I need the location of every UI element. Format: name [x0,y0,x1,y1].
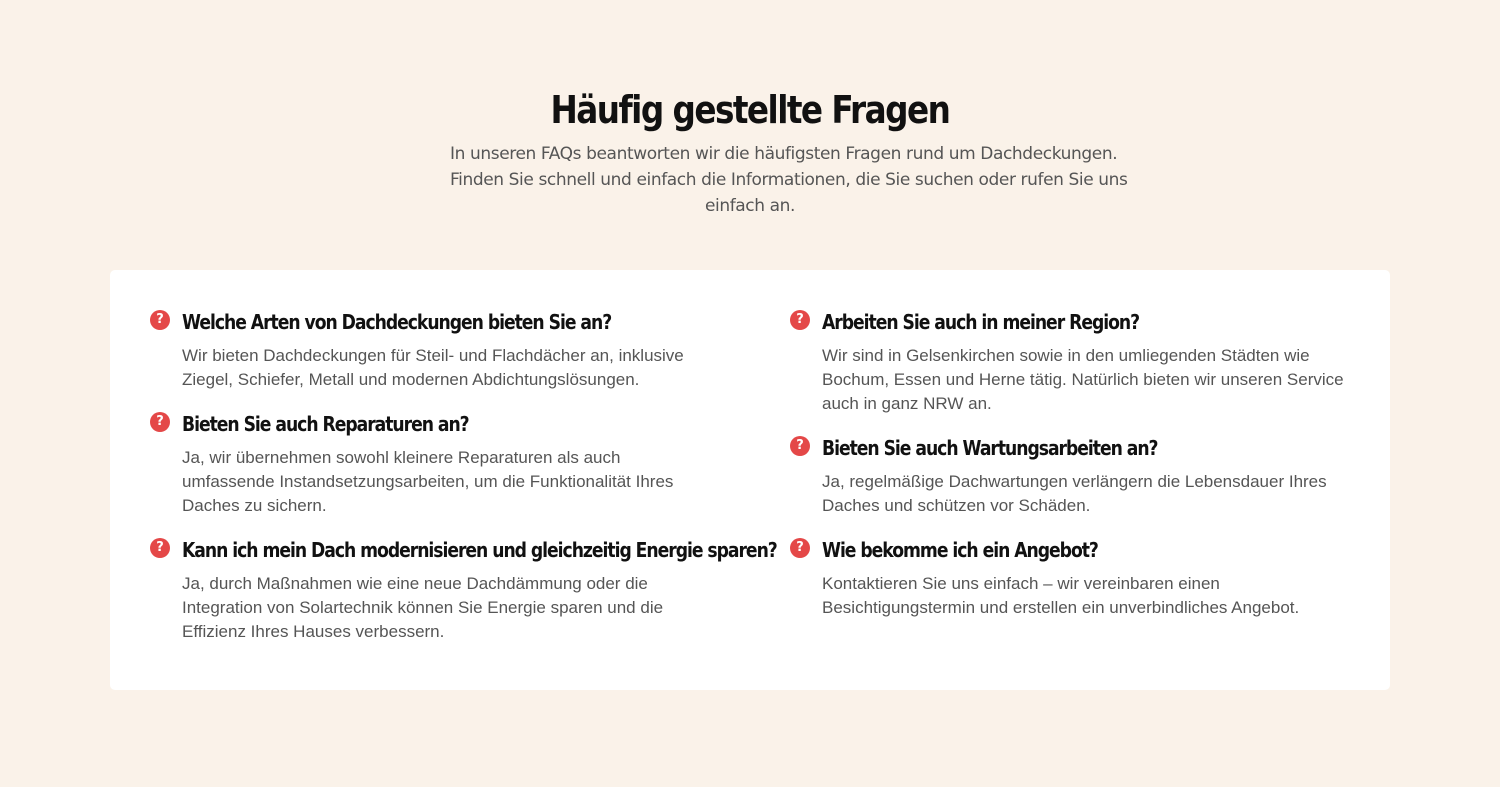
faq-column-left [150,310,777,664]
faq-item [790,436,1350,518]
faq-question: Wie bekomme ich ein Angebot? [822,538,1098,562]
question-circle-icon: ? [150,412,170,432]
subtitle-line: Finden Sie schnell und einfach die Informationen, die Sie suchen oder rufen Sie uns [450,170,1128,190]
question-circle-icon: ? [150,538,170,558]
faq-question: Welche Arten von Dachdeckungen bieten Sie an? [182,310,612,334]
subtitle-line: In unseren FAQs beantworten wir die häufigsten Fragen rund um Dachdeckungen. [450,144,1118,164]
faq-answer: Wir sind in Gelsenkirchen sowie in den umliegenden Städten wie Bochum, Essen und Herne tätig. Natürlich bieten wir unseren Service auch in ganz NRW an. [822,346,1344,413]
subtitle-line: einfach an. [704,196,796,216]
faq-item [150,412,710,518]
faq-item [790,538,1350,620]
faq-card [110,270,1390,690]
question-circle-icon: ? [790,310,810,330]
faq-item [790,310,1350,416]
faq-question: Bieten Sie auch Reparaturen an? [182,412,469,436]
question-circle-icon: ? [790,538,810,558]
faq-column-right [790,310,1350,640]
faq-answer: Ja, durch Maßnahmen wie eine neue Dachdämmung oder die Integration von Solartechnik können Sie Energie sparen und die Effizienz Ihres Hauses verbessern. [182,574,664,641]
question-circle-icon: ? [790,436,810,456]
question-circle-icon: ? [150,310,170,330]
faq-answer: Kontaktieren Sie uns einfach – wir vereinbaren einen Besichtigungstermin und erstellen ein unverbindliches Angebot. [822,574,1300,617]
faq-answer: Wir bieten Dachdeckungen für Steil- und Flachdächer an, inklusive Ziegel, Schiefer, Metall und modernen Abdichtungslösungen. [182,346,684,389]
faq-question: Bieten Sie auch Wartungsarbeiten an? [822,436,1158,460]
faq-item [150,538,777,644]
faq-answer: Ja, regelmäßige Dachwartungen verlängern die Lebensdauer Ihres Daches und schützen vor Schäden. [822,472,1327,515]
faq-item [150,310,710,392]
faq-question: Arbeiten Sie auch in meiner Region? [822,310,1140,334]
page-title: Häufig gestellte Fragen [550,88,950,132]
page-subtitle [450,141,1128,219]
faq-question: Kann ich mein Dach modernisieren und gleichzeitig Energie sparen? [182,538,777,562]
faq-answer: Ja, wir übernehmen sowohl kleinere Reparaturen als auch umfassende Instandsetzungsarbeiten, um die Funktionalität Ihres Daches zu sichern. [182,448,674,515]
faq-header [0,84,1500,219]
